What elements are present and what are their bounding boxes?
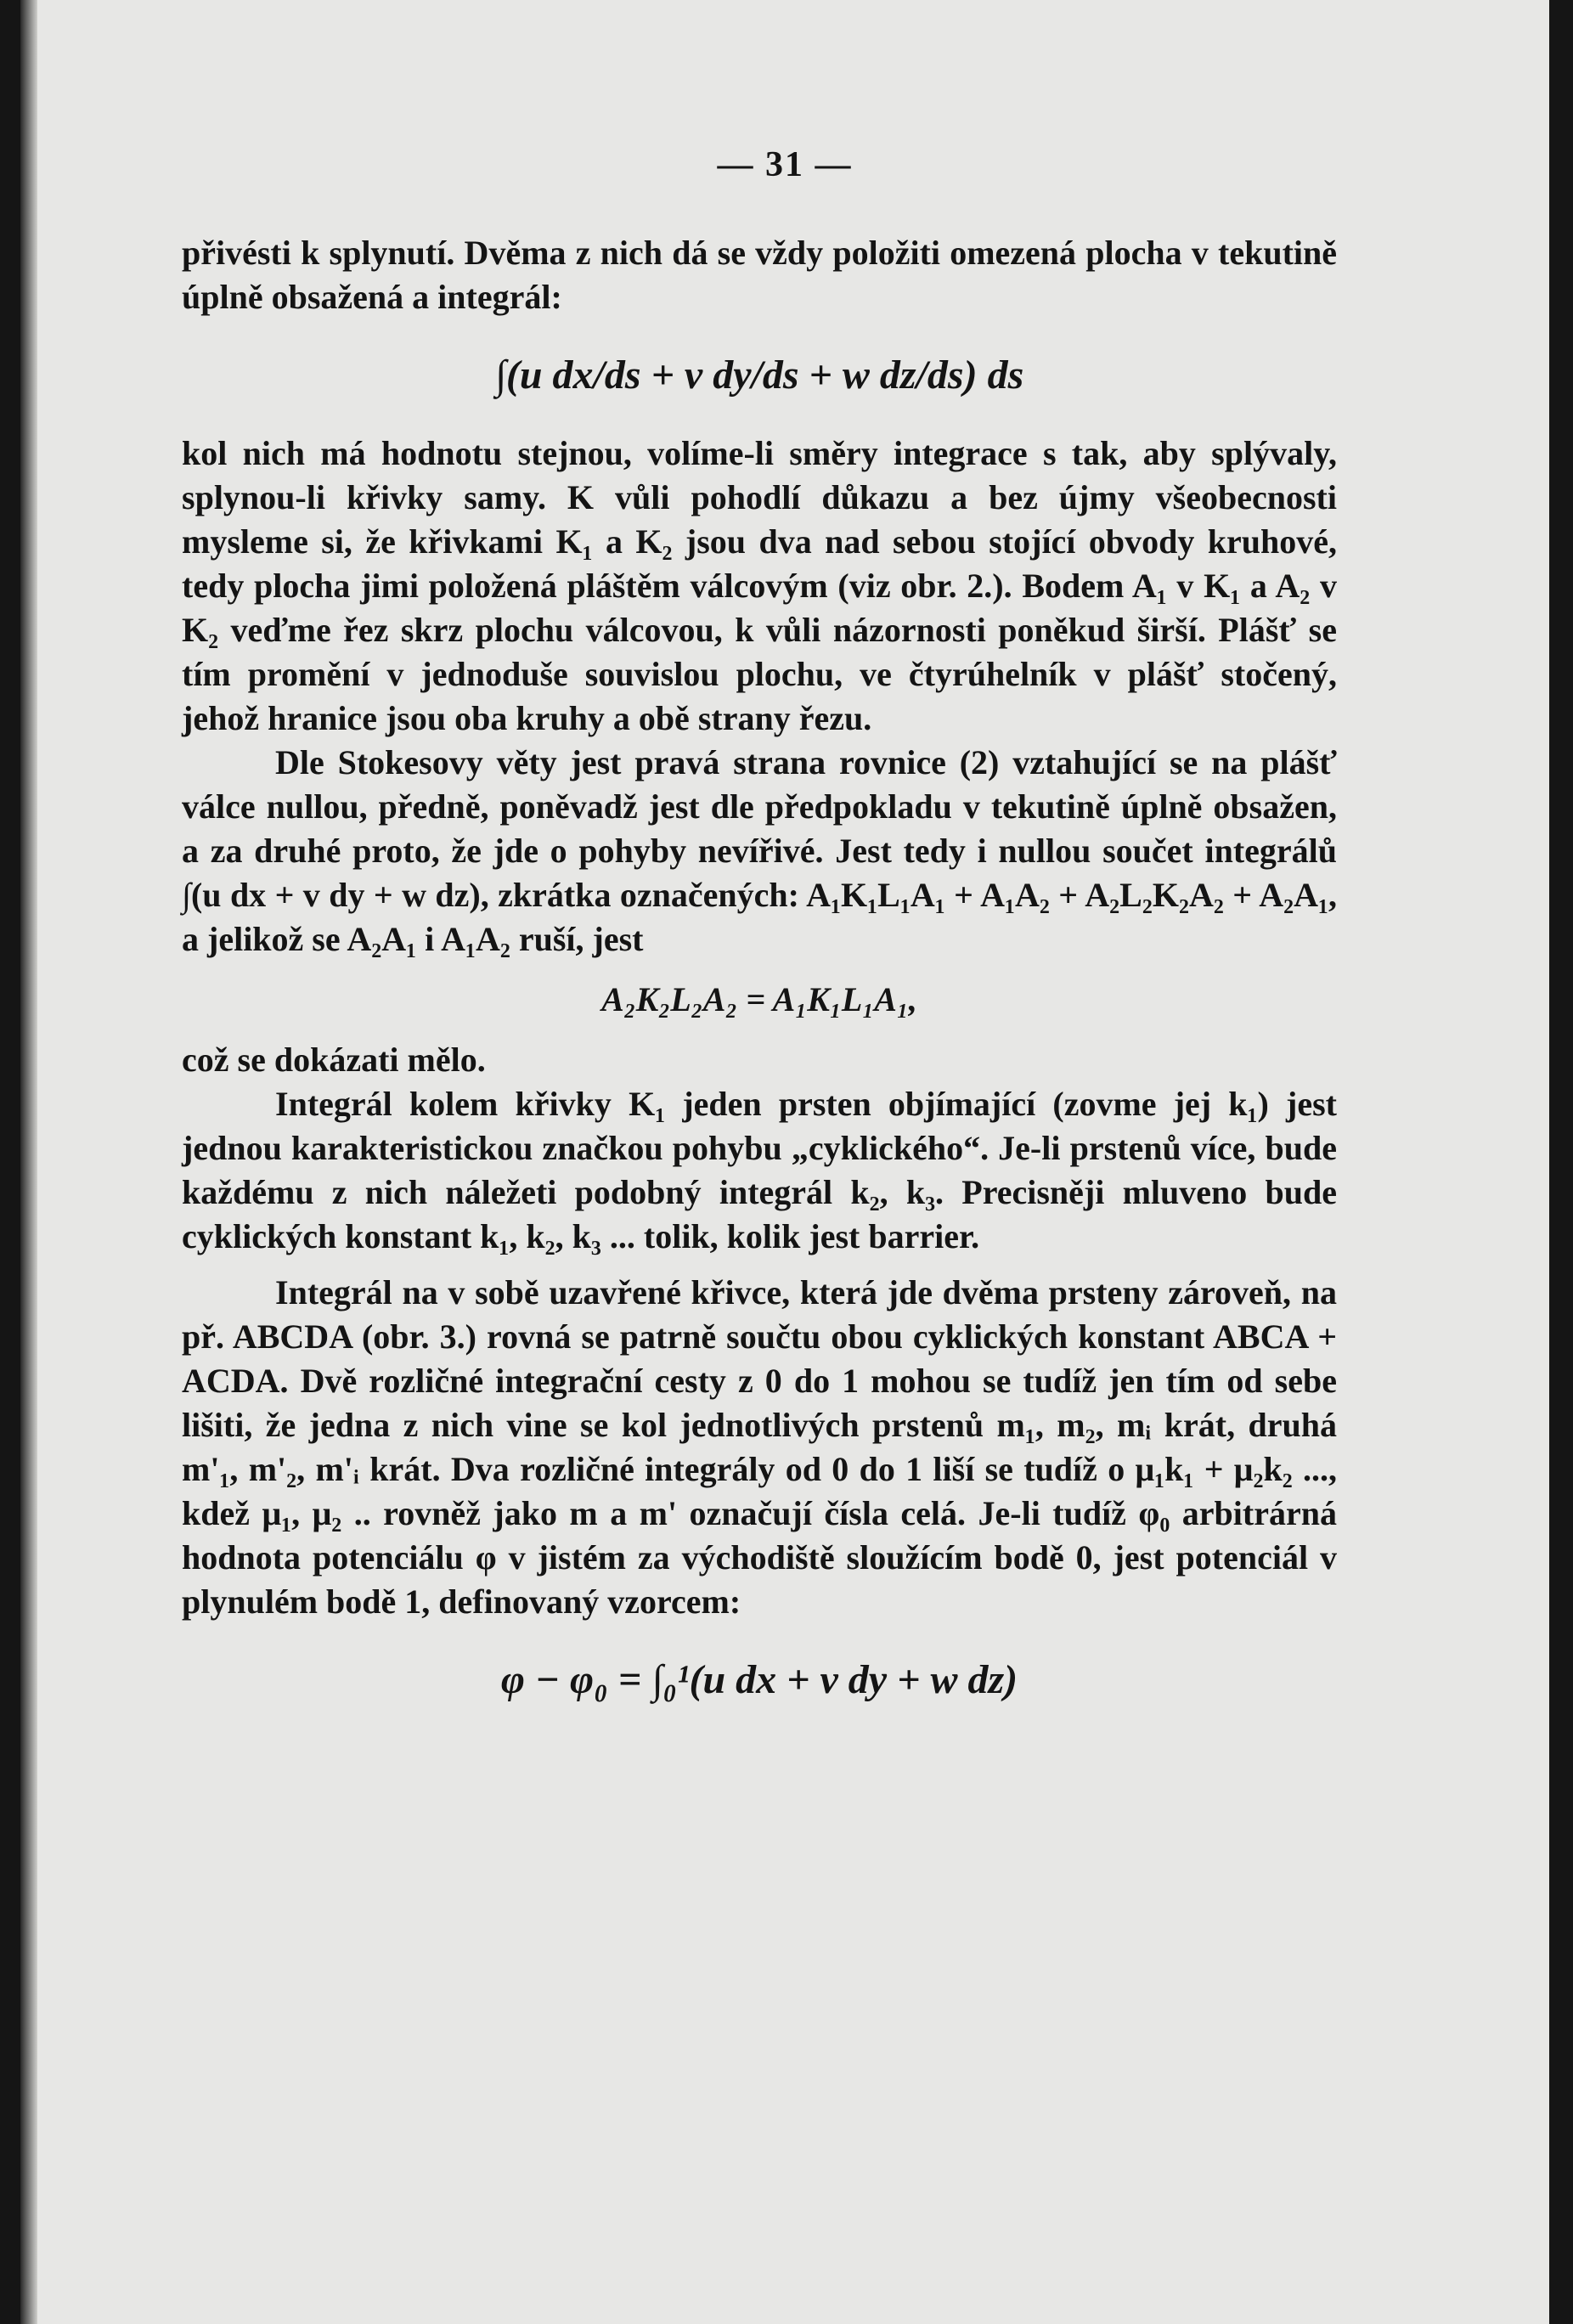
page-number: — 31 —: [717, 145, 853, 184]
paragraph-3: Dle Stokesovy věty jest pravá strana rovnice (2) vztahující se na plášť válce nullou, předně, poněvadž jest dle předpokladu v tekutině úplně obsažen, a za druhé proto, že jde o pohyby nevířivé. Jest tedy i nullou součet integrálů ∫(u dx + v dy + w dz), zkrátka označených: A₁K₁L₁A₁ + A₁A₂ + A₂L₂K₂A₂ + A₂A₁, a jelikož se A₂A₁ i A₁A₂ ruší, jest: [182, 743, 1337, 958]
paragraph-5: Integrál kolem křivky K₁ jeden prsten objímající (zovme jej k₁) jest jednou karakteristickou značkou pohybu „cyklického“. Je-li prstenů více, bude každému z nich náležeti podobný integrál k₂, k₃. Precisněji mluveno bude cyklických konstant k₁, k₂, k₃ ... tolik, kolik jest barrier.: [182, 1085, 1337, 1255]
paragraph-2: kol nich má hodnotu stejnou, volíme-li směry integrace s tak, aby splývaly, splynou-li křivky samy. K vůli pohodlí důkazu a bez újmy všeobecnosti mysleme si, že křivkami K₁ a K₂ jsou dva nad sebou stojící obvody kruhové, tedy plocha jimi položená pláštěm válcovým (viz obr. 2.). Bodem A₁ v K₁ a A₂ v K₂ veďme řez skrz plochu válcovou, k vůli názornosti poněkud širší. Plášť se tím promění v jednoduše souvislou plochu, ve čtyrúhelník v plášť stočený, jehož hranice jsou oba kruhy a obě strany řezu.: [182, 434, 1337, 737]
paragraph-6: Integrál na v sobě uzavřené křivce, která jde dvěma prsteny zároveň, na př. ABCDA (obr. 3.) rovná se patrně součtu obou cyklických konstant ABCA + ACDA. Dvě rozličné integrační cesty z 0 do 1 mohou se tudíž jen tím od sebe lišiti, že jedna z nich vine se kol jednotlivých prstenů m₁, m₂, mᵢ krát, druhá m'₁, m'₂, m'ᵢ krát. Dva rozličné integrály od 0 do 1 liší se tudíž o μ₁k₁ + μ₂k₂ ..., kdež μ₁, μ₂ .. rovněž jako m a m' označují čísla celá. Je-li tudíž φ₀ arbitrárná hodnota potenciálu φ v jistém za východiště sloužícím bodě 0, jest potenciál v plynulém bodě 1, definovaný vzorcem:: [182, 1273, 1337, 1621]
book-page: [20, 0, 1549, 2324]
paragraph-1: přivésti k splynutí. Dvěma z nich dá se vždy položiti omezená plocha v tekutině úplně obsažená a integrál:: [182, 234, 1337, 316]
page-body: [182, 231, 1337, 1736]
formula-potential: φ − φ₀ = ∫₀¹(u dx + v dy + w dz): [500, 1657, 1018, 1702]
formula-equality: A₂K₂L₂A₂ = A₁K₁L₁A₁,: [601, 980, 917, 1018]
paragraph-4: což se dokázati mělo.: [182, 1041, 486, 1079]
formula-line-integral: ∫(u dx/ds + v dy/ds + w dz/ds) ds: [494, 353, 1024, 398]
page-binding-shadow: [20, 0, 37, 2324]
